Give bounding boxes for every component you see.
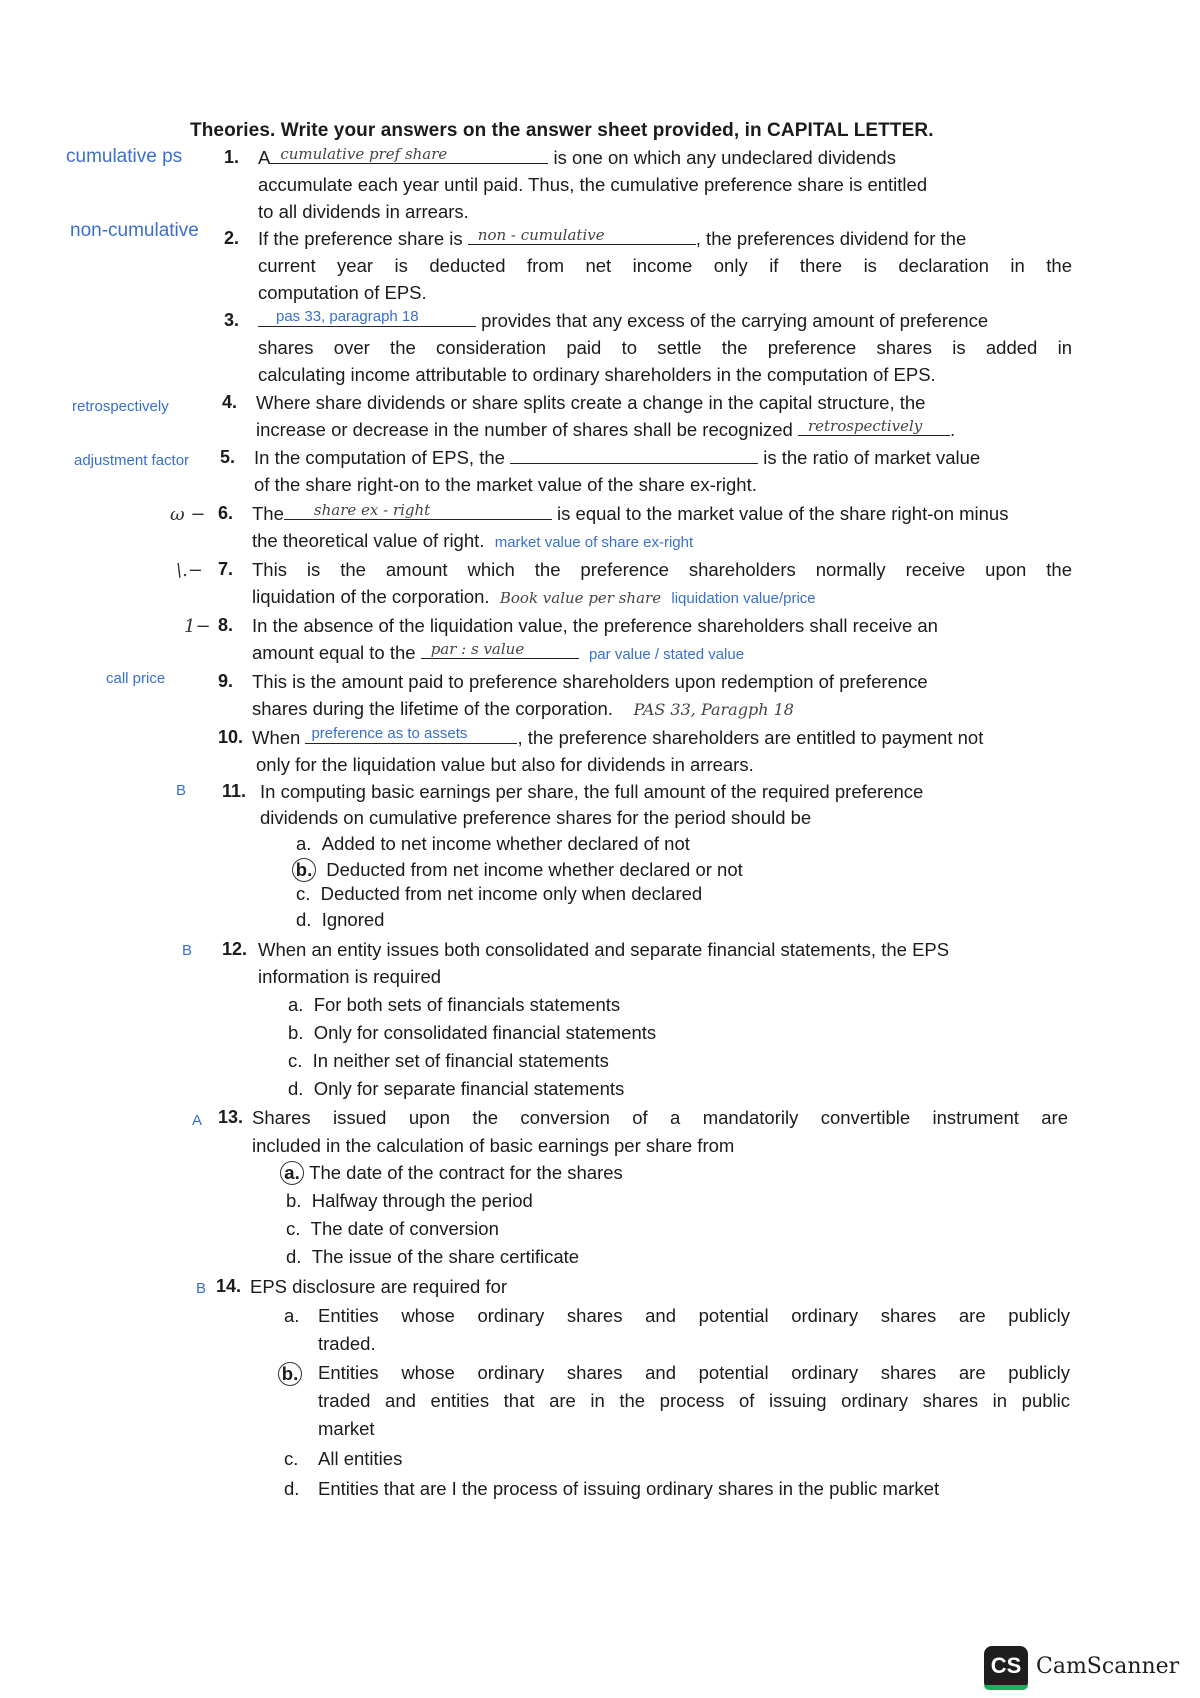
margin-note-q6: ω − [170,504,206,525]
q14-option-a-line1: Entities whose ordinary shares and potential ordinary shares are publicly [318,1305,1070,1326]
q12-option-a: a. For both sets of financials statements [288,994,621,1015]
q10-blank: preference as to assets [305,729,517,744]
margin-note-q11: B [176,782,187,799]
q11-option-c: c. Deducted from net income only when declared [296,883,703,904]
margin-note-q9: call price [106,670,166,687]
margin-note-q1: cumulative ps [66,146,183,167]
q14-option-c-line1: All entities [318,1448,403,1469]
q14-option-b-line1: Entities whose ordinary shares and potential ordinary shares are publicly [318,1362,1070,1383]
q13-option-a: a. The date of the contract for the shares [280,1161,623,1185]
margin-note-q5: adjustment factor [74,452,190,469]
q2-line1: If the preference share is non - cumulative , the preferences dividend for the [258,226,967,249]
q12-number: 12. [222,939,248,959]
q14-option-a-letter: a. [284,1305,300,1326]
q1-number: 1. [224,147,240,167]
q4-number: 4. [222,392,238,412]
q12-option-c: c. In neither set of financial statements [288,1050,609,1071]
q11-line2: dividends on cumulative preference shares for the period should be [260,807,812,828]
q11-option-d: d. Ignored [296,909,385,930]
q1-line2: accumulate each year until paid. Thus, the cumulative preference share is entitled [258,174,928,195]
q11-option-a: a. Added to net income whether declared of not [296,833,690,854]
q4-blank: retrospectively [798,421,950,436]
q14-option-b-line3: market [318,1418,375,1439]
q2-line3: computation of EPS. [258,282,427,303]
q13-option-c: c. The date of conversion [286,1218,499,1239]
q11-option-b: b. Deducted from net income whether declared or not [292,858,743,882]
q13-line1: Shares issued upon the conversion of a mandatorily convertible instrument are [252,1107,1068,1128]
q3-number: 3. [224,310,240,330]
margin-note-q12: B [182,942,193,959]
q4-line1: Where share dividends or share splits create a change in the capital structure, the [256,392,926,413]
q13-number: 13. [218,1107,244,1127]
q14-option-d-letter: d. [284,1478,300,1499]
q14-number: 14. [216,1276,242,1296]
q1-blank: cumulative pref share [270,149,548,164]
margin-note-q7: \.− [176,560,203,581]
q3-line1: pas 33, paragraph 18 provides that any excess of the carrying amount of preference [258,310,988,332]
q5-line1: In the computation of EPS, the is the ratio of market value [254,447,981,468]
q14-option-c-letter: c. [284,1448,299,1469]
q1-line1: A cumulative pref share is one on which any undeclared dividends [258,145,896,168]
camscanner-logo-icon: CS [984,1646,1028,1690]
q14-option-b-line2: traded and entities that are in the process of issuing ordinary shares in public [318,1390,1070,1411]
q13-line2: included in the calculation of basic earnings per share from [252,1135,735,1156]
q2-number: 2. [224,228,240,248]
page-title: Theories. Write your answers on the answer sheet provided, in CAPITAL LETTER. [190,120,934,141]
q10-number: 10. [218,727,244,747]
q10-line2: only for the liquidation value but also for dividends in arrears. [256,754,754,775]
q3-line3: calculating income attributable to ordinary shareholders in the computation of EPS. [258,364,936,385]
margin-note-q2: non-cumulative [70,220,199,241]
q6-line1: The share ex - right is equal to the market value of the share right-on minus [252,501,1009,524]
q1-line3: to all dividends in arrears. [258,201,469,222]
q7-line2: liquidation of the corporation. Book value per share liquidation value/price [252,586,816,607]
q14-option-b-letter [278,1362,302,1386]
margin-note-q14: B [196,1280,207,1297]
margin-note-q13: A [192,1112,203,1129]
q4-line2: increase or decrease in the number of shares shall be recognized retrospectively . [256,417,956,440]
q12-option-b: b. Only for consolidated financial statements [288,1022,657,1043]
q8-line1: In the absence of the liquidation value, the preference shareholders shall receive an [252,615,938,636]
q8-blank: par : s value [421,644,579,659]
q6-line2: the theoretical value of right. market value of share ex-right [252,530,694,551]
q5-line2: of the share right-on to the market value of the share ex-right. [254,474,757,495]
selected-answer-circle: b. [292,858,316,882]
q7-number: 7. [218,559,234,579]
q12-line1: When an entity issues both consolidated and separate financial statements, the EPS [258,939,950,960]
q3-line2: shares over the consideration paid to settle the preference shares is added in [258,337,1072,358]
q10-line1: When preference as to assets , the preference shareholders are entitled to payment not [252,725,984,748]
selected-answer-circle: b. [278,1362,302,1386]
q12-line2: information is required [258,966,442,987]
q14-line1: EPS disclosure are required for [250,1276,508,1297]
q9-line2: shares during the lifetime of the corporation. PAS 33, Paragph 18 [252,698,794,719]
q7-line1: This is the amount which the preference shareholders normally receive upon the [252,559,1072,580]
q12-option-d: d. Only for separate financial statements [288,1078,625,1099]
margin-note-q8: 1− [184,616,211,637]
q2-blank: non - cumulative [468,230,696,245]
q11-number: 11. [222,781,247,801]
q9-number: 9. [218,671,234,691]
q6-number: 6. [218,503,234,523]
margin-note-q4: retrospectively [72,398,169,415]
q6-blank: share ex - right [284,505,552,520]
q13-option-b: b. Halfway through the period [286,1190,533,1211]
q14-option-d-line1: Entities that are I the process of issuing ordinary shares in the public market [318,1478,940,1499]
selected-answer-circle: a. [280,1161,304,1185]
q9-line1: This is the amount paid to preference shareholders upon redemption of preference [252,671,928,692]
q11-line1: In computing basic earnings per share, the full amount of the required preference [260,781,924,802]
q5-number: 5. [220,447,236,467]
q8-number: 8. [218,615,234,635]
camscanner-watermark: CamScanner [1036,1654,1180,1679]
q8-line2: amount equal to the par : s value par value / stated value [252,640,745,663]
q3-blank: pas 33, paragraph 18 [258,312,476,327]
q13-option-d: d. The issue of the share certificate [286,1246,580,1267]
q5-blank [510,449,758,464]
q14-option-a-line2: traded. [318,1333,376,1354]
q2-line2: current year is deducted from net income only if there is declaration in the [258,255,1072,276]
